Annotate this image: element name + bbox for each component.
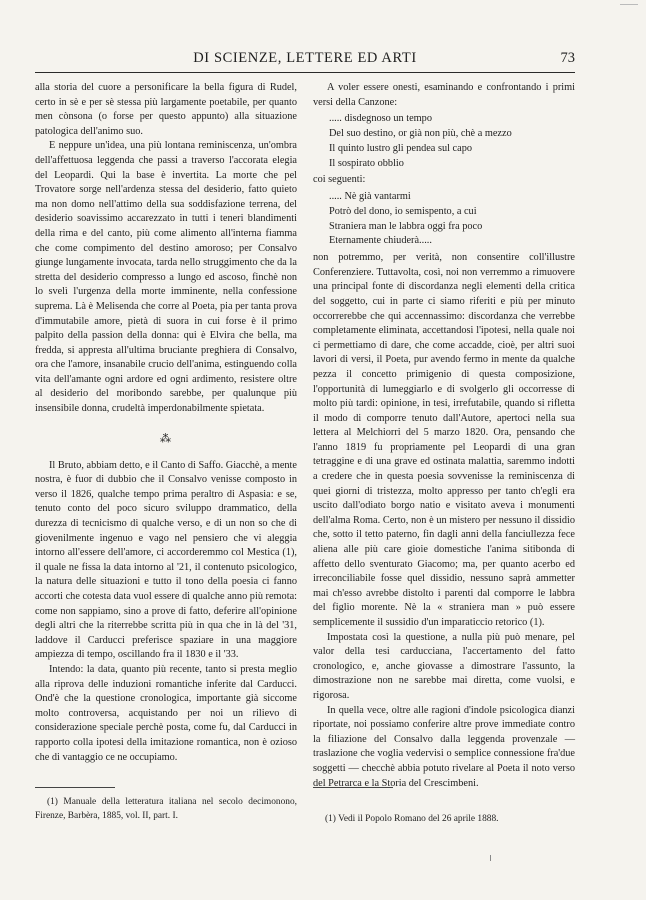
right-footnote-rule — [313, 787, 393, 788]
left-column — [35, 81, 297, 765]
left-paragraph-1: alla storia del cuore a personificare la bella figura di Rudel, certo in sè e per sè stessa più largamente poetabile, per quanto men cònsona (o forse per questo appunto) alla situazione patologica dell'animo suo. — [35, 82, 297, 137]
verse-line: Straniera man le labbra oggi fra poco — [329, 220, 483, 232]
header-rule — [35, 72, 575, 73]
verse-line: ..... disdegnoso un tempo — [329, 113, 432, 125]
right-column — [313, 81, 575, 791]
verse-line: Potrò del dono, io semispento, a cui — [329, 205, 477, 217]
verse-line: Il quinto lustro gli pendea sul capo — [329, 142, 472, 154]
right-paragraph-5: In quella vece, oltre alle ragioni d'indole psicologica dianzi riportate, noi possiamo conferire altre prove immediate contro la filiazione del Consalvo dalla leggenda provenzale — traslazione che voglia vedervisi o semplice connessione fra'due soggetti — checchè abbia potuto rivelare al Poeta il noto verso del Petrarca e la Storia del Crescimbeni. — [313, 704, 575, 789]
verse-quote-1 — [313, 112, 575, 171]
left-footnote-rule — [35, 787, 115, 788]
running-title: DI SCIENZE, LETTERE ED ARTI — [193, 50, 417, 66]
verse-line: Eternamente chiuderà..... — [329, 235, 432, 247]
section-separator: ⁂ — [160, 432, 172, 445]
left-footnote — [35, 796, 297, 823]
right-paragraph-1: A voler essere onesti, esaminando e confrontando i primi versi della Canzone: — [313, 82, 575, 108]
left-paragraph-3: Il Bruto, abbiam detto, e il Canto di Saffo. Giacchè, a mente nostra, è fuor di dubbio che il Consalvo venisse composto in verso il 1826, qualche tempo prima peraltro di Aspasia: e se, tenuto conto del poco sicuro sviluppo drammatico, della durezza di tecnicismo di qualche verso, e di un non so che di giovenilmente ingenuo e vago nel pensiero che vi aleggia intorno all'essere dell'amore, ci accorderemmo col Mestica (1), il quale ne fissa la data intorno al '21, il contenuto psicologico, la natura delle situazioni e tutto il tono della poesia ci fanno accorti che cotesta data vuol essere di qualche anno più remota: come non sappiamo, sino a prove di fatto, deferire all'opinione degli altri che la riterrebbe scritta più in qua che in là del '31, laddove il Carducci preferisce spaziare in una maggiore ampiezza di tempo, oscillando fra il 1830 e il '33. — [35, 459, 297, 661]
verse-quote-2 — [313, 190, 575, 249]
right-footnote-text: (1) Vedi il Popolo Romano del 26 aprile 1888. — [325, 814, 499, 824]
right-footnote — [313, 813, 575, 827]
left-footnote-text: (1) Manuale della letteratura italiana nel secolo decimonono, Firenze, Barbèra, 1885, vol. II, part. I. — [35, 797, 297, 821]
left-paragraph-2: E neppure un'idea, una più lontana reminiscenza, un'ombra dell'affettuosa leggenda che passi a traverso l'accorata elegia del Leopardi. Qui la base è invertita. La morte che pel Trovatore sorge nell'ardenza stessa del desiderio, fatto quieto ma non domo nell'attimo della sua soddisfazione terrena, del desiderio soavissimo accarezzato in tutti i teneri blandimenti della rima e del canto, più come alimento all'interna fiamma che come compimento del destino amoroso; per Consalvo giunge lungamente invocata, tarda nello struggimento che da la stretta del desiderio compresso a lungo ed ascoso, finchè non lo svelì l'urgenza della morte imminente, nella confessione suprema. Là è Melisenda che corre al Poeta, pia per tanta prova d'immutabile amore, pietà di suora in cui forse è il primo palpito della passion della donna: qui è Elvira che bella, ma fredda, si appresta all'ultima bruciante preghiera di Consalvo, ora che l'amore, insanabile crucio dell'anima, estinguendo colla vita dell'amante ogni ardore ed ogni ardimento, resistere oltre al desiderio del moribondo sarebbe, per qualunque più insensibile donna, crudeltà imperdonabilmente spietata. — [35, 140, 297, 415]
verse-line: Del suo destino, or già non più, chè a mezzo — [329, 127, 512, 139]
right-paragraph-4: Impostata così la questione, a nulla più può menare, pel valor della tesi carducciana, l'accertamento del fatto cronologico, e, anche giovasse a dimostrare l'assunto, la dimostrazione non ne sarebbe mai diretta, come vuolsi, e rigorosa. — [313, 631, 575, 701]
corner-scan-mark — [620, 4, 638, 9]
verse-line: ..... Nè già vantarmi — [329, 190, 411, 202]
verse-line: Il sospirato obblio — [329, 157, 404, 169]
page-number: 73 — [560, 50, 575, 66]
left-paragraph-4: Intendo: la data, quanto più recente, tanto si presta meglio alla riprova delle induzioni romantiche inferite dal Carducci. Ond'è che la questione cronologica, importante già siccome molto controversa, acquistando per noi un rilievo di considerazione speciale perchè posta, come fu, dal Carducci in rapporto colla ipotesi della imitazione romantica, non è ozioso che di vantaggio ce ne occupiamo. — [35, 663, 297, 763]
print-mark — [490, 855, 497, 861]
right-paragraph-2: coi seguenti: — [313, 174, 366, 186]
right-paragraph-3: non potremmo, per verità, non consentire coll'illustre Conferenziere. Tuttavolta, così, noi non verremmo a rimuovere una principal fonte di discordanza negli elementi della critica del soggetto, cui in parte ci siamo riferiti e più per minuto occorrerebbe che qui accennassimo: discordanza che verrebbe completamente eliminata, accettandosi l'ipotesi, nella quale noi ci permettiamo di dare, che come accadde, cioè, per altri suoi lavori di versi, il Poeta, pur avendo fermo in mente da qualche pezza il concetto primigenio di questa composizione, l'opportunità di lumeggiarlo e di svolgerlo gli occorresse di molto più tardi: opinione, in tesi, irrefutabile, quando si rifletta il modo di comporre tenuto dall'Autore, apertoci nella sua lettera al Melchiorri del 5 marzo 1820. Ora, pensando che l'anno 1819 fu propriamente pel Leopardi di una gran tetraggine e di una grave ed ostinata malattia, saremmo indotti a credere che in questa poesia sovvenisse la reminiscenza di quei giorni di tristezza, molto appresso per tanto ch'egli era uscito dall'odiato borgo natio e visitato aveva i monumenti dell'alma Roma. Certo, non è un mistero per nessuno il dissidio che, sotto il tetto paterno, fin dagli anni della fanciullezza fece aliena alle più care gioie domestiche l'anima sitibonda di affetto dello sventurato Giacomo; ma, per quanto acerbo ed irreconciliabile fosse quel dissidio, nessuno saprà ammetter mai ch'esso avrebbe distolto i parenti dal comporre le labbra del figlio morente. Nè la « straniera man » può essere semplicemente il sussidio d'un imparaticcio retorico (1). — [313, 252, 575, 628]
running-head — [35, 50, 575, 68]
